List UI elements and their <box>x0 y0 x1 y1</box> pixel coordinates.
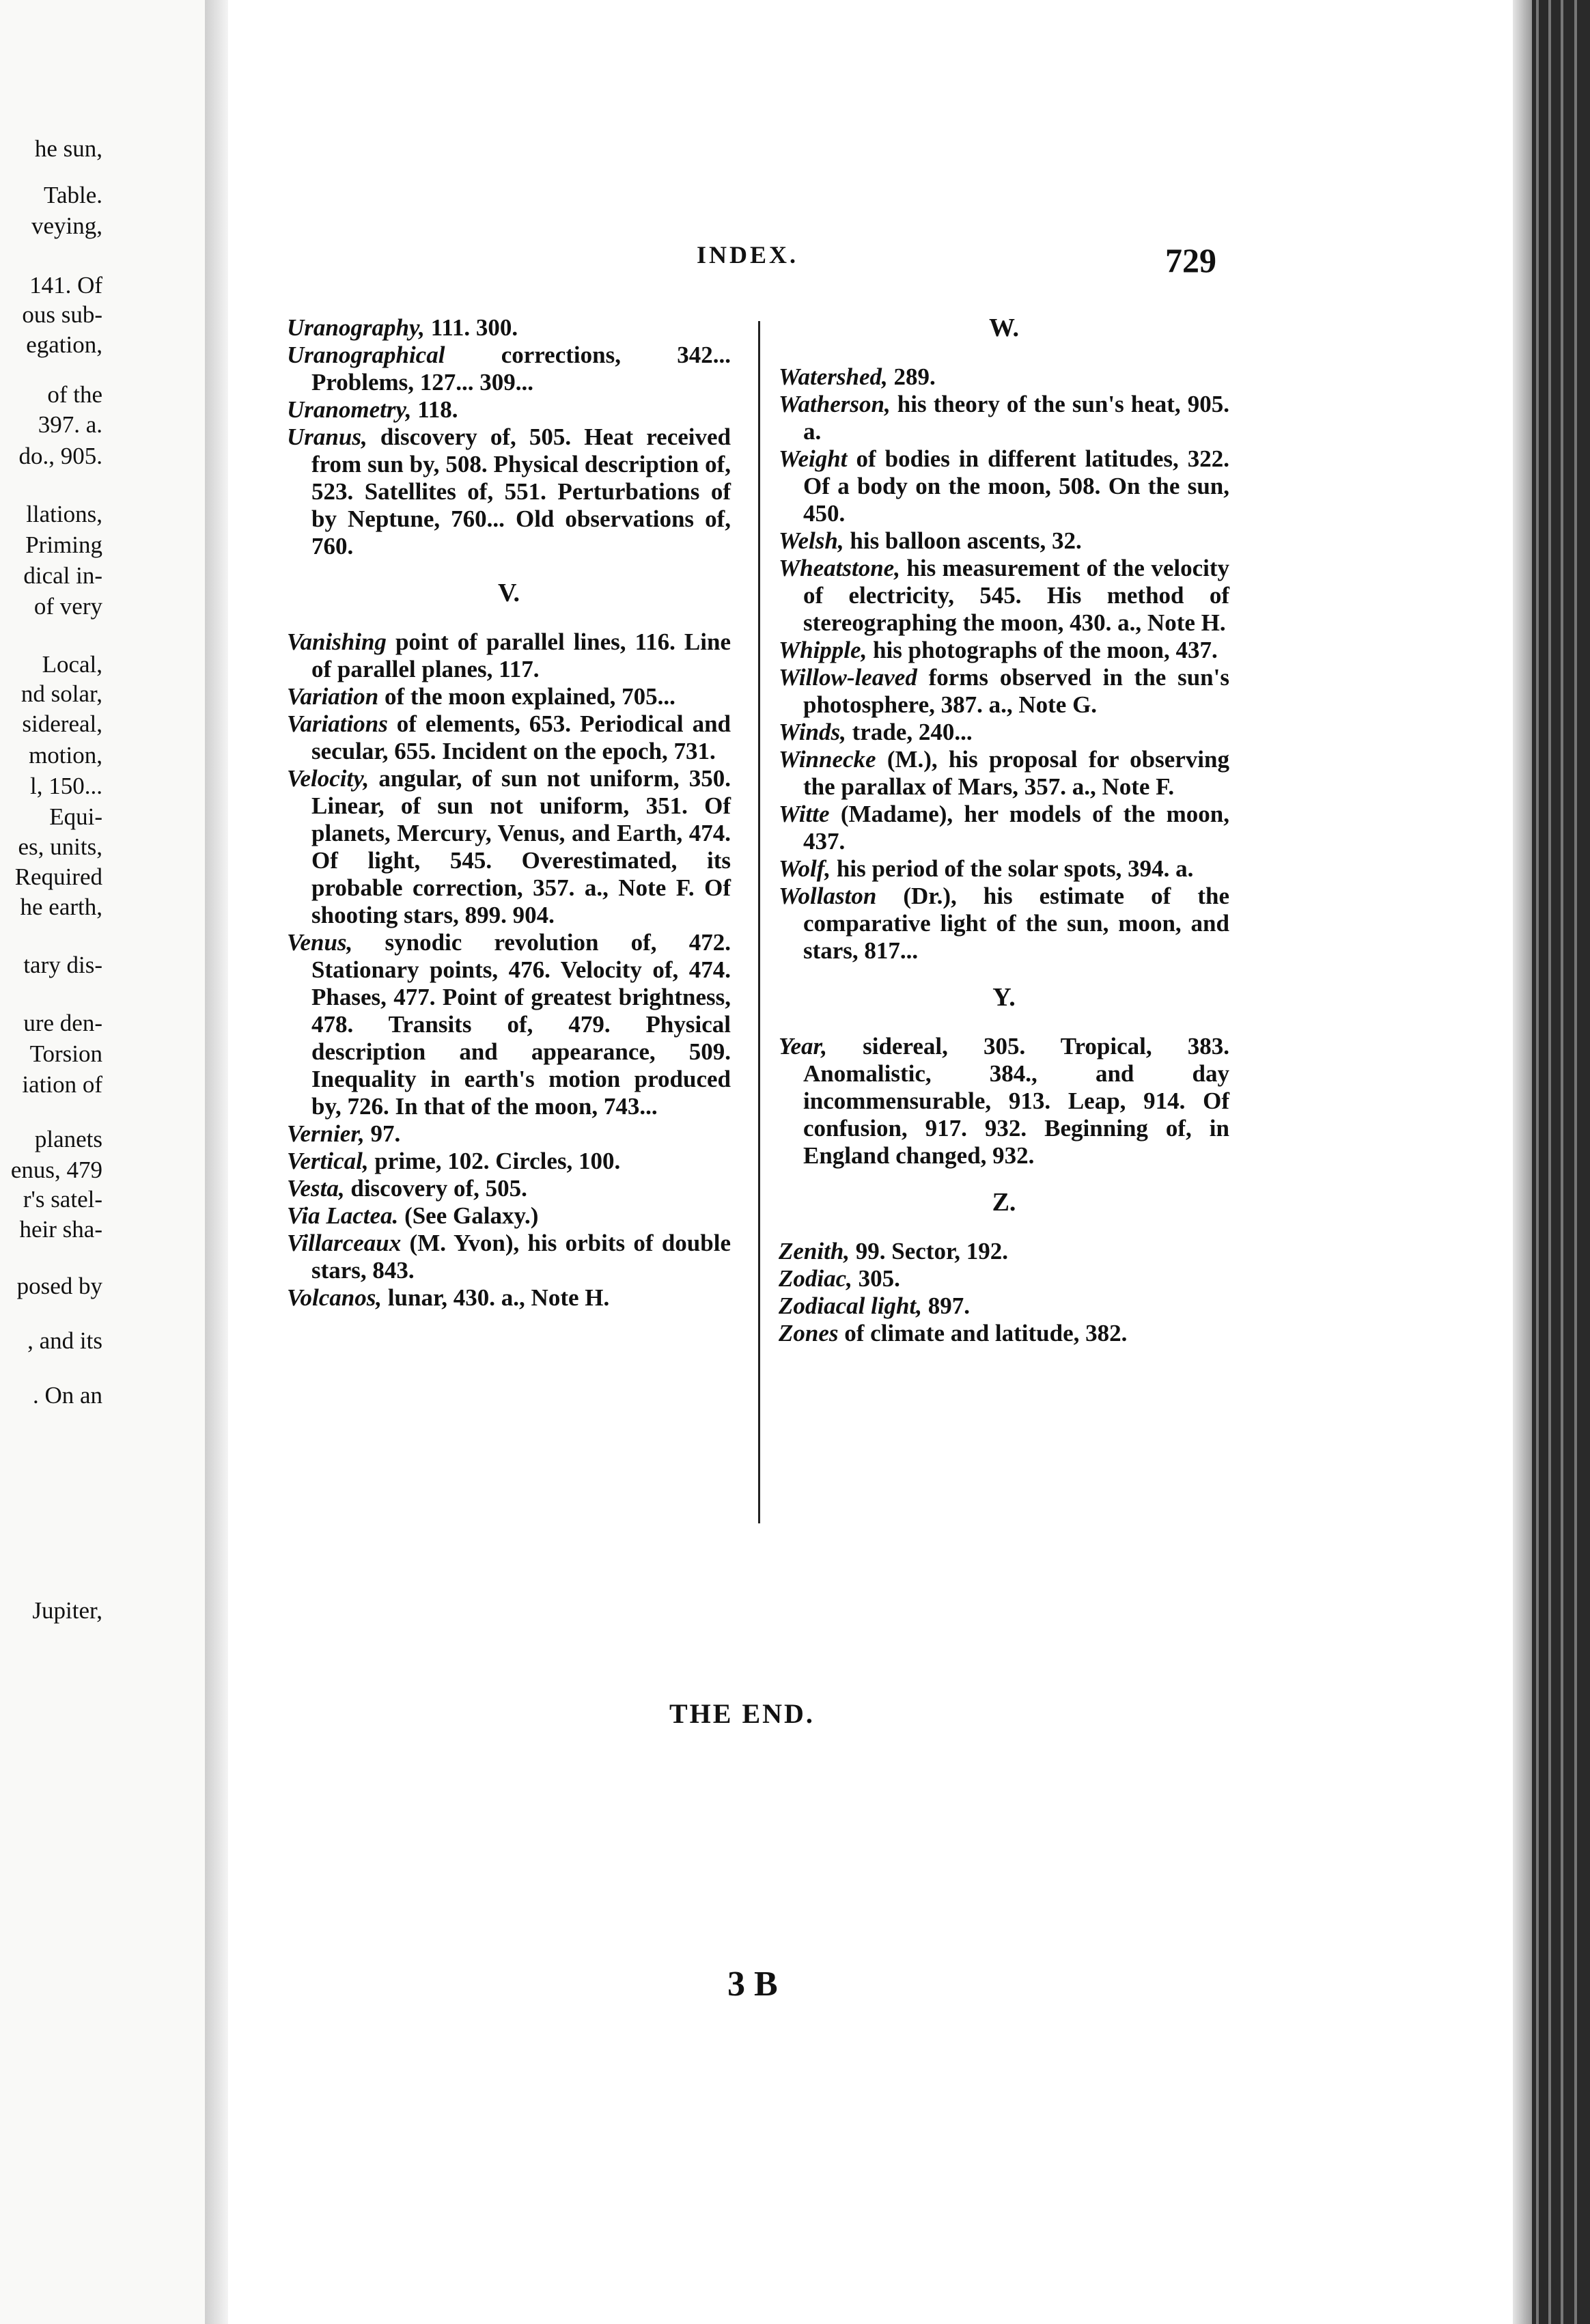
facing-page-fragment: ous sub- <box>22 301 102 328</box>
entry-headword: Wolf, <box>779 855 831 882</box>
entry-headword: Vertical, <box>287 1148 369 1174</box>
page-number: 729 <box>1165 241 1216 279</box>
index-entry <box>287 1175 731 1202</box>
index-entry <box>779 855 1229 883</box>
facing-page-fragment: llations, <box>26 501 102 527</box>
facing-page-fragment: egation, <box>26 331 102 358</box>
facing-page-fragment: Local, <box>42 651 102 678</box>
entry-text: 118. <box>411 396 458 423</box>
signature-mark: 3 B <box>727 1965 778 2004</box>
entry-headword: Villarceaux <box>287 1230 402 1256</box>
entry-text: angular, of sun not uniform, 350. Linear, of sun not uniform, 351. Of planets, Mercury, Venus, and Earth, 474. Of light, 545. Overestimated, its probable correction, 357. a., Note F. Of shooting stars, 899. 904. <box>311 765 731 928</box>
facing-page-fragment: he earth, <box>20 894 102 920</box>
facing-page-fragment: do., 905. <box>18 443 102 469</box>
entry-headword: Zenith, <box>779 1238 850 1264</box>
index-entry <box>779 637 1229 664</box>
facing-page-fragment: ure den- <box>23 1010 102 1036</box>
index-entry <box>287 1284 731 1312</box>
index-entry <box>287 1230 731 1284</box>
entry-headword: Wollaston <box>779 883 877 909</box>
entry-text: 111. 300. <box>424 314 518 341</box>
facing-page-fragment: veying, <box>31 212 102 239</box>
entry-headword: Variations <box>287 710 388 737</box>
index-entry <box>779 1238 1229 1265</box>
index-entry <box>287 424 731 560</box>
entry-headword: Vesta, <box>287 1175 345 1202</box>
entry-headword: Vernier, <box>287 1120 365 1147</box>
entry-headword: Welsh, <box>779 527 844 554</box>
index-entry <box>287 683 731 710</box>
entry-headword: Watherson, <box>779 391 891 417</box>
entry-text: 289. <box>887 363 936 390</box>
entry-text: (Dr.), his estimate of the comparative light of the sun, moon, and stars, 817... <box>803 883 1229 964</box>
running-header: INDEX. <box>697 241 799 268</box>
facing-page-fragment: motion, <box>29 742 102 769</box>
index-entry <box>779 1265 1229 1292</box>
facing-page-fragment: Required <box>14 863 102 890</box>
entry-text: 97. <box>364 1120 401 1147</box>
entry-text: his measurement of the velocity of electricity, 545. His method of stereographing the moon, 430. a., Note H. <box>803 555 1229 636</box>
index-column-right <box>779 314 1229 1347</box>
entry-headword: Witte <box>779 801 830 827</box>
entry-text: (See Galaxy.) <box>398 1202 539 1229</box>
entry-headword: Uranographical <box>287 342 445 368</box>
entry-text: of elements, 653. Periodical and secular, 655. Incident on the epoch, 731. <box>311 710 731 764</box>
index-entry <box>779 664 1229 719</box>
index-entry <box>287 1202 731 1230</box>
facing-page-fragment: , and its <box>27 1327 102 1354</box>
entry-text: sidereal, 305. Tropical, 383. Anomalistic, 384., and day incommensurable, 913. Leap, 914. Of confusion, 917. 932. Beginning of, in England changed, 932. <box>803 1033 1229 1169</box>
index-entry <box>779 801 1229 855</box>
entry-headword: Winds, <box>779 719 846 745</box>
section-letter: Z. <box>992 1188 1016 1217</box>
entry-text: lunar, 430. a., Note H. <box>382 1284 610 1311</box>
facing-page-fragment: heir sha- <box>19 1216 102 1243</box>
index-entry <box>287 396 731 424</box>
facing-page-fragment: he sun, <box>34 135 102 162</box>
the-end-text: THE END. <box>669 1698 815 1729</box>
facing-page-fragment: Equi- <box>49 803 102 830</box>
index-entry <box>779 1033 1229 1170</box>
entry-text: (Madame), her models of the moon, 437. <box>803 801 1229 855</box>
entry-headword: Watershed, <box>779 363 888 390</box>
section-letter: Y. <box>992 983 1016 1012</box>
entry-text: 305. <box>852 1265 900 1292</box>
entry-text: of the moon explained, 705... <box>378 683 675 710</box>
entry-headword: Uranography, <box>287 314 425 341</box>
entry-text: synodic revolution of, 472. Stationary points, 476. Velocity of, 474. Phases, 477. Point of greatest brightness, 478. Transits of, 479. Physical description and appearance, 509. Inequality in earth's motion produced by, 726. In that of the moon, 743... <box>311 929 731 1120</box>
entry-text: his balloon ascents, 32. <box>843 527 1082 554</box>
facing-page-fragment: tary dis- <box>23 952 102 978</box>
facing-page-fragment: r's satel- <box>23 1186 102 1213</box>
facing-page-fragment: l, 150... <box>30 773 102 799</box>
entry-headword: Wheatstone, <box>779 555 900 581</box>
entry-text: discovery of, 505. Heat received from sun by, 508. Physical description of, 523. Satellites of, 551. Perturbations of by Neptune, 760... Old observations of, 760. <box>311 424 731 559</box>
facing-page-fragment: of the <box>47 381 102 408</box>
facing-page-fragment: dical in- <box>23 562 102 589</box>
facing-page-fragment: posed by <box>16 1273 102 1299</box>
entry-text: of climate and latitude, 382. <box>838 1320 1128 1346</box>
entry-headword: Zodiacal light, <box>779 1292 922 1319</box>
index-entry <box>779 1292 1229 1320</box>
facing-page-fragment: Torsion <box>29 1040 102 1067</box>
index-entry <box>779 883 1229 965</box>
entry-headword: Uranometry, <box>287 396 412 423</box>
entry-text: of bodies in different latitudes, 322. Of a body on the moon, 508. On the sun, 450. <box>803 445 1229 527</box>
entry-headword: Uranus, <box>287 424 367 450</box>
entry-headword: Zones <box>779 1320 839 1346</box>
book-gutter <box>205 0 228 2324</box>
entry-headword: Velocity, <box>287 765 369 792</box>
facing-page-fragment: es, units, <box>18 833 102 860</box>
entry-text: (M. Yvon), his orbits of double stars, 843. <box>311 1230 731 1284</box>
index-entry <box>779 391 1229 445</box>
facing-page-fragment: Priming <box>25 531 102 558</box>
entry-headword: Vanishing <box>287 628 387 655</box>
entry-text: corrections, 342... Problems, 127... 309... <box>311 342 731 396</box>
entry-headword: Willow-leaved <box>779 664 917 691</box>
entry-headword: Variation <box>287 683 379 710</box>
index-entry <box>779 527 1229 555</box>
facing-page-fragment: Table. <box>44 182 102 208</box>
entry-headword: Via Lactea. <box>287 1202 399 1229</box>
entry-text: trade, 240... <box>846 719 973 745</box>
entry-headword: Weight <box>779 445 848 472</box>
index-entry <box>779 1320 1229 1347</box>
section-letter: W. <box>988 314 1019 342</box>
index-entry <box>287 929 731 1120</box>
entry-text: point of parallel lines, 116. Line of parallel planes, 117. <box>311 628 731 682</box>
column-divider <box>758 321 760 1523</box>
facing-page-fragment: nd solar, <box>20 680 102 707</box>
facing-page-fragment: Jupiter, <box>32 1597 102 1624</box>
index-entry <box>287 1148 731 1175</box>
index-entry <box>287 314 731 342</box>
index-entry <box>779 746 1229 801</box>
facing-page-fragment: 397. a. <box>38 411 102 438</box>
facing-page-fragment: 141. Of <box>29 272 102 299</box>
entry-text: forms observed in the sun's photosphere, 387. a., Note G. <box>803 664 1229 718</box>
facing-page-fragment: sidereal, <box>22 710 102 737</box>
entry-text: prime, 102. Circles, 100. <box>368 1148 621 1174</box>
entry-headword: Volcanos, <box>287 1284 382 1311</box>
index-entry <box>287 765 731 929</box>
entry-text: 99. Sector, 192. <box>850 1238 1009 1264</box>
entry-headword: Zodiac, <box>779 1265 852 1292</box>
facing-page-fragment: of very <box>33 593 102 620</box>
index-entry <box>287 342 731 396</box>
entry-text: his theory of the sun's heat, 905. a. <box>803 391 1229 445</box>
entry-text: his period of the solar spots, 394. a. <box>831 855 1194 882</box>
index-entry <box>779 555 1229 637</box>
facing-page-edge <box>0 0 207 2324</box>
entry-headword: Venus, <box>287 929 353 956</box>
page-stack-edge <box>1513 0 1590 2324</box>
entry-text: 897. <box>922 1292 970 1319</box>
index-entry <box>779 719 1229 746</box>
facing-page-fragment: enus, 479 <box>10 1157 102 1183</box>
index-column-left <box>287 314 731 1312</box>
index-entry <box>287 710 731 765</box>
facing-page-fragment: iation of <box>22 1071 102 1098</box>
index-entry <box>287 628 731 683</box>
facing-page-fragment: . On an <box>32 1382 102 1409</box>
index-entry <box>779 363 1229 391</box>
index-entry <box>779 445 1229 527</box>
entry-headword: Year, <box>779 1033 827 1060</box>
entry-headword: Winnecke <box>779 746 876 773</box>
section-letter: V. <box>497 579 520 607</box>
entry-text: discovery of, 505. <box>344 1175 527 1202</box>
index-entry <box>287 1120 731 1148</box>
entry-text: (M.), his proposal for observing the parallax of Mars, 357. a., Note F. <box>803 746 1229 800</box>
facing-page-fragment: planets <box>34 1126 102 1152</box>
entry-headword: Whipple, <box>779 637 867 663</box>
entry-text: his photographs of the moon, 437. <box>867 637 1218 663</box>
